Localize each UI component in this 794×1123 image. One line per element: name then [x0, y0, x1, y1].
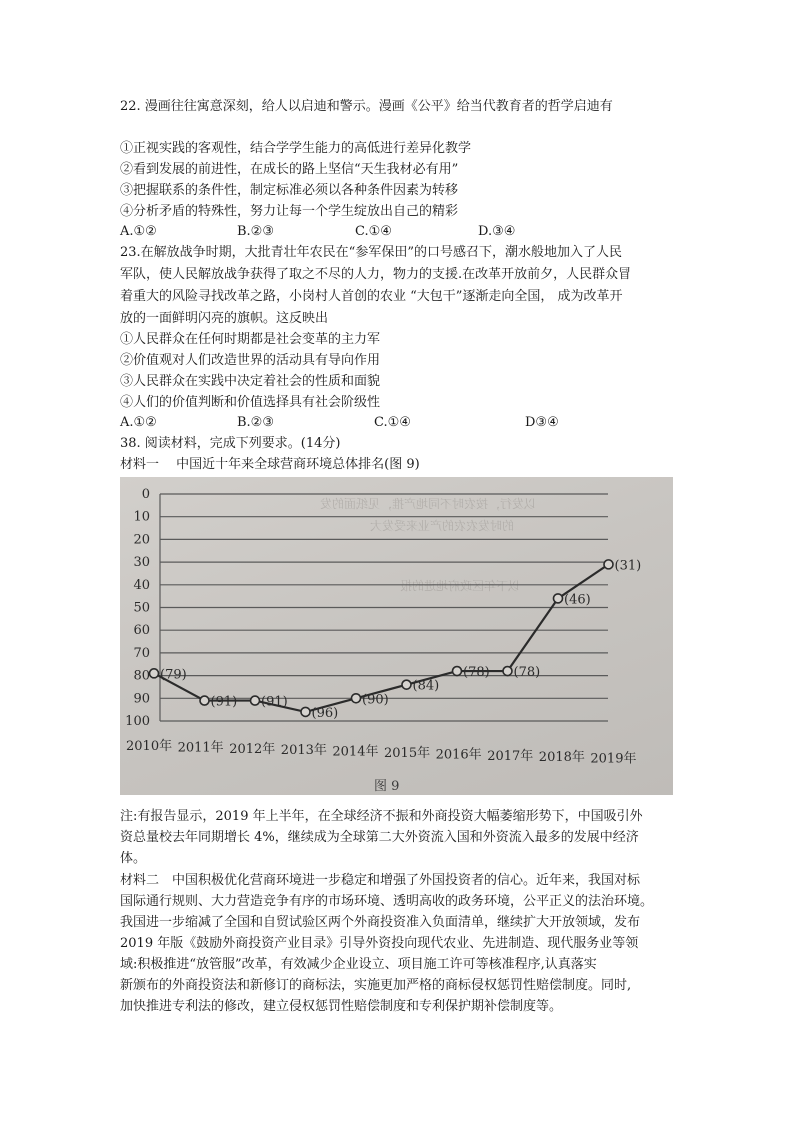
data-label: (91)	[261, 694, 288, 710]
note-paragraph	[120, 806, 676, 869]
chart-caption: 图 9	[374, 779, 400, 794]
material-2-line-5: 域:积极推进“放管服”改革，有效减少企业设立、项目施工许可等核准程序,认真落实	[120, 957, 597, 972]
series-line	[154, 564, 609, 712]
data-label: (96)	[311, 705, 339, 721]
data-label: (79)	[160, 667, 187, 683]
x-tick-label: 2012年	[229, 741, 276, 757]
q23-choice-c: C.①④	[374, 415, 411, 430]
x-tick-label: 2017年	[487, 748, 534, 764]
x-tick-label: 2013年	[280, 743, 327, 759]
note-line-2: 资总量校去年同期增长 4%，继续成为全球第二大外资流入国和外资流入最多的发展中经济	[120, 830, 639, 845]
material-2-line-2: 国际通行规则、大力营造竞争有序的市场环境、透明高收的政务环境，公平正义的法治环境。	[120, 894, 654, 909]
data-label: (91)	[210, 694, 238, 710]
data-point	[503, 667, 512, 676]
q22-item-3: ③把握联系的条件性，制定标准必须以各种条件因素为转移	[120, 183, 459, 198]
data-point	[150, 669, 159, 678]
q23-item-4: ④人们的价值判断和价值选择具有社会阶级性	[120, 395, 381, 410]
material-2-line-7: 加快推进专利法的修改，建立侵权惩罚性赔偿制度和专利保护期补偿制度等。	[120, 999, 563, 1014]
y-tick-label: 100	[125, 714, 150, 729]
data-point	[301, 707, 310, 716]
note-line-3: 体。	[120, 851, 147, 866]
ranking-line-chart	[120, 477, 673, 795]
q23-item-1: ①人民群众在任何时期都是社会变革的主力军	[120, 332, 381, 347]
chart-photo	[120, 477, 673, 795]
q22-choice-c: C.①④	[355, 224, 392, 239]
y-tick-label: 80	[133, 668, 150, 684]
q23-choice-b: B.②③	[237, 415, 274, 430]
y-tick-label: 70	[133, 645, 150, 661]
material-2-line-3: 我国进一步缩减了全国和自贸试验区两个外商投资准入负面清单，继续扩大开放领域，发布	[120, 915, 641, 930]
data-point	[402, 680, 411, 689]
data-label: (46)	[564, 592, 591, 608]
material-1-title: 材料一 中国近十年来全球营商环境总体排名(图 9)	[120, 457, 420, 472]
data-label: (78)	[463, 665, 490, 681]
q22-choice-b: B.②③	[237, 224, 274, 239]
y-tick-label: 10	[133, 509, 150, 525]
q22-stem: 22. 漫画往往寓意深刻，给人以启迪和警示。漫画《公平》给当代教育者的哲学启迪有	[120, 99, 613, 114]
bleed-through-text: 的时发农农的产业来受发大	[370, 519, 515, 533]
y-tick-label: 30	[133, 555, 150, 571]
x-tick-label: 2011年	[177, 740, 224, 756]
q22-item-2: ②看到发展的前进性，在成长的路上坚信“天生我材必有用”	[120, 162, 459, 177]
q23-line-4: 放的一面鲜明闪亮的旗帜。这反映出	[120, 311, 329, 326]
q38-stem: 38. 阅读材料，完成下列要求。(14分)	[120, 436, 341, 451]
y-tick-label: 60	[133, 623, 150, 639]
material-2-line-6: 新颁布的外商投资法和新修订的商标法，实施更加严格的商标侵权惩罚性赔偿制度。同时,	[120, 978, 632, 993]
q23-line-3: 着重大的风险寻找改革之路，小岗村人首创的农业 “大包干”逐渐走向全国， 成为改革开	[120, 289, 623, 304]
q23-choice-d: D③④	[525, 415, 559, 430]
note-line-1: 注:有报告显示，2019 年上半年，在全球经济不振和外商投资大幅萎缩形势下，中国吸引外	[120, 809, 643, 824]
q22-item-4: ④分析矛盾的特殊性，努力让每一个学生绽放出自己的精彩	[120, 204, 459, 219]
y-tick-label: 90	[133, 691, 150, 707]
material-2-paragraph	[120, 870, 676, 1017]
y-tick-label: 50	[133, 600, 150, 616]
material-2-line-1: 材料二 中国积极优化营商环境进一步稳定和增强了外国投资者的信心。近年来，我国对标	[120, 873, 641, 888]
material-2-line-4: 2019 年版《鼓励外商投资产业目录》引导外资投向现代农业、先进制造、现代服务业等领	[120, 936, 639, 951]
x-tick-label: 2019年	[590, 751, 637, 767]
x-tick-label: 2016年	[435, 747, 482, 763]
x-tick-label: 2018年	[538, 750, 585, 766]
y-tick-label: 20	[133, 532, 150, 548]
q22-item-1: ①正视实践的客观性，结合学学生能力的高低进行差异化教学	[120, 141, 472, 156]
data-label: (90)	[362, 692, 389, 708]
q23-item-2: ②价值观对人们改造世界的活动具有导向作用	[120, 353, 381, 368]
data-point	[251, 696, 260, 705]
x-tick-label: 2010年	[126, 739, 173, 754]
data-point	[453, 667, 462, 676]
x-tick-label: 2015年	[384, 746, 431, 761]
q23-line-1: 23.在解放战争时期，大批青壮年农民在“参军保田”的口号感召下，潮水般地加入了人民	[120, 245, 622, 260]
y-tick-label: 40	[133, 577, 150, 593]
q23-line-2: 军队，使人民解放战争获得了取之不尽的人力，物力的支援.在改革开放前夕，人民群众冒	[120, 267, 632, 282]
data-label: (84)	[412, 678, 440, 694]
y-tick-label: 0	[141, 487, 150, 502]
data-point	[352, 694, 361, 703]
q23-choice-a: A.①②	[120, 415, 157, 430]
q22-choice-d: D.③④	[478, 224, 516, 239]
bleed-through-text: 以发行，按农时不同地产推，见纸面的发	[320, 497, 537, 511]
q23-item-3: ③人民群众在实践中决定着社会的性质和面貌	[120, 374, 381, 389]
bleed-through-text: 以下年区政府地进的报	[400, 579, 521, 593]
data-label: (31)	[614, 558, 642, 574]
data-point	[604, 560, 613, 569]
data-point	[200, 696, 209, 705]
x-tick-label: 2014年	[332, 744, 379, 760]
data-point	[554, 594, 563, 603]
data-label: (78)	[513, 665, 541, 681]
q22-choice-a: A.①②	[120, 224, 157, 239]
